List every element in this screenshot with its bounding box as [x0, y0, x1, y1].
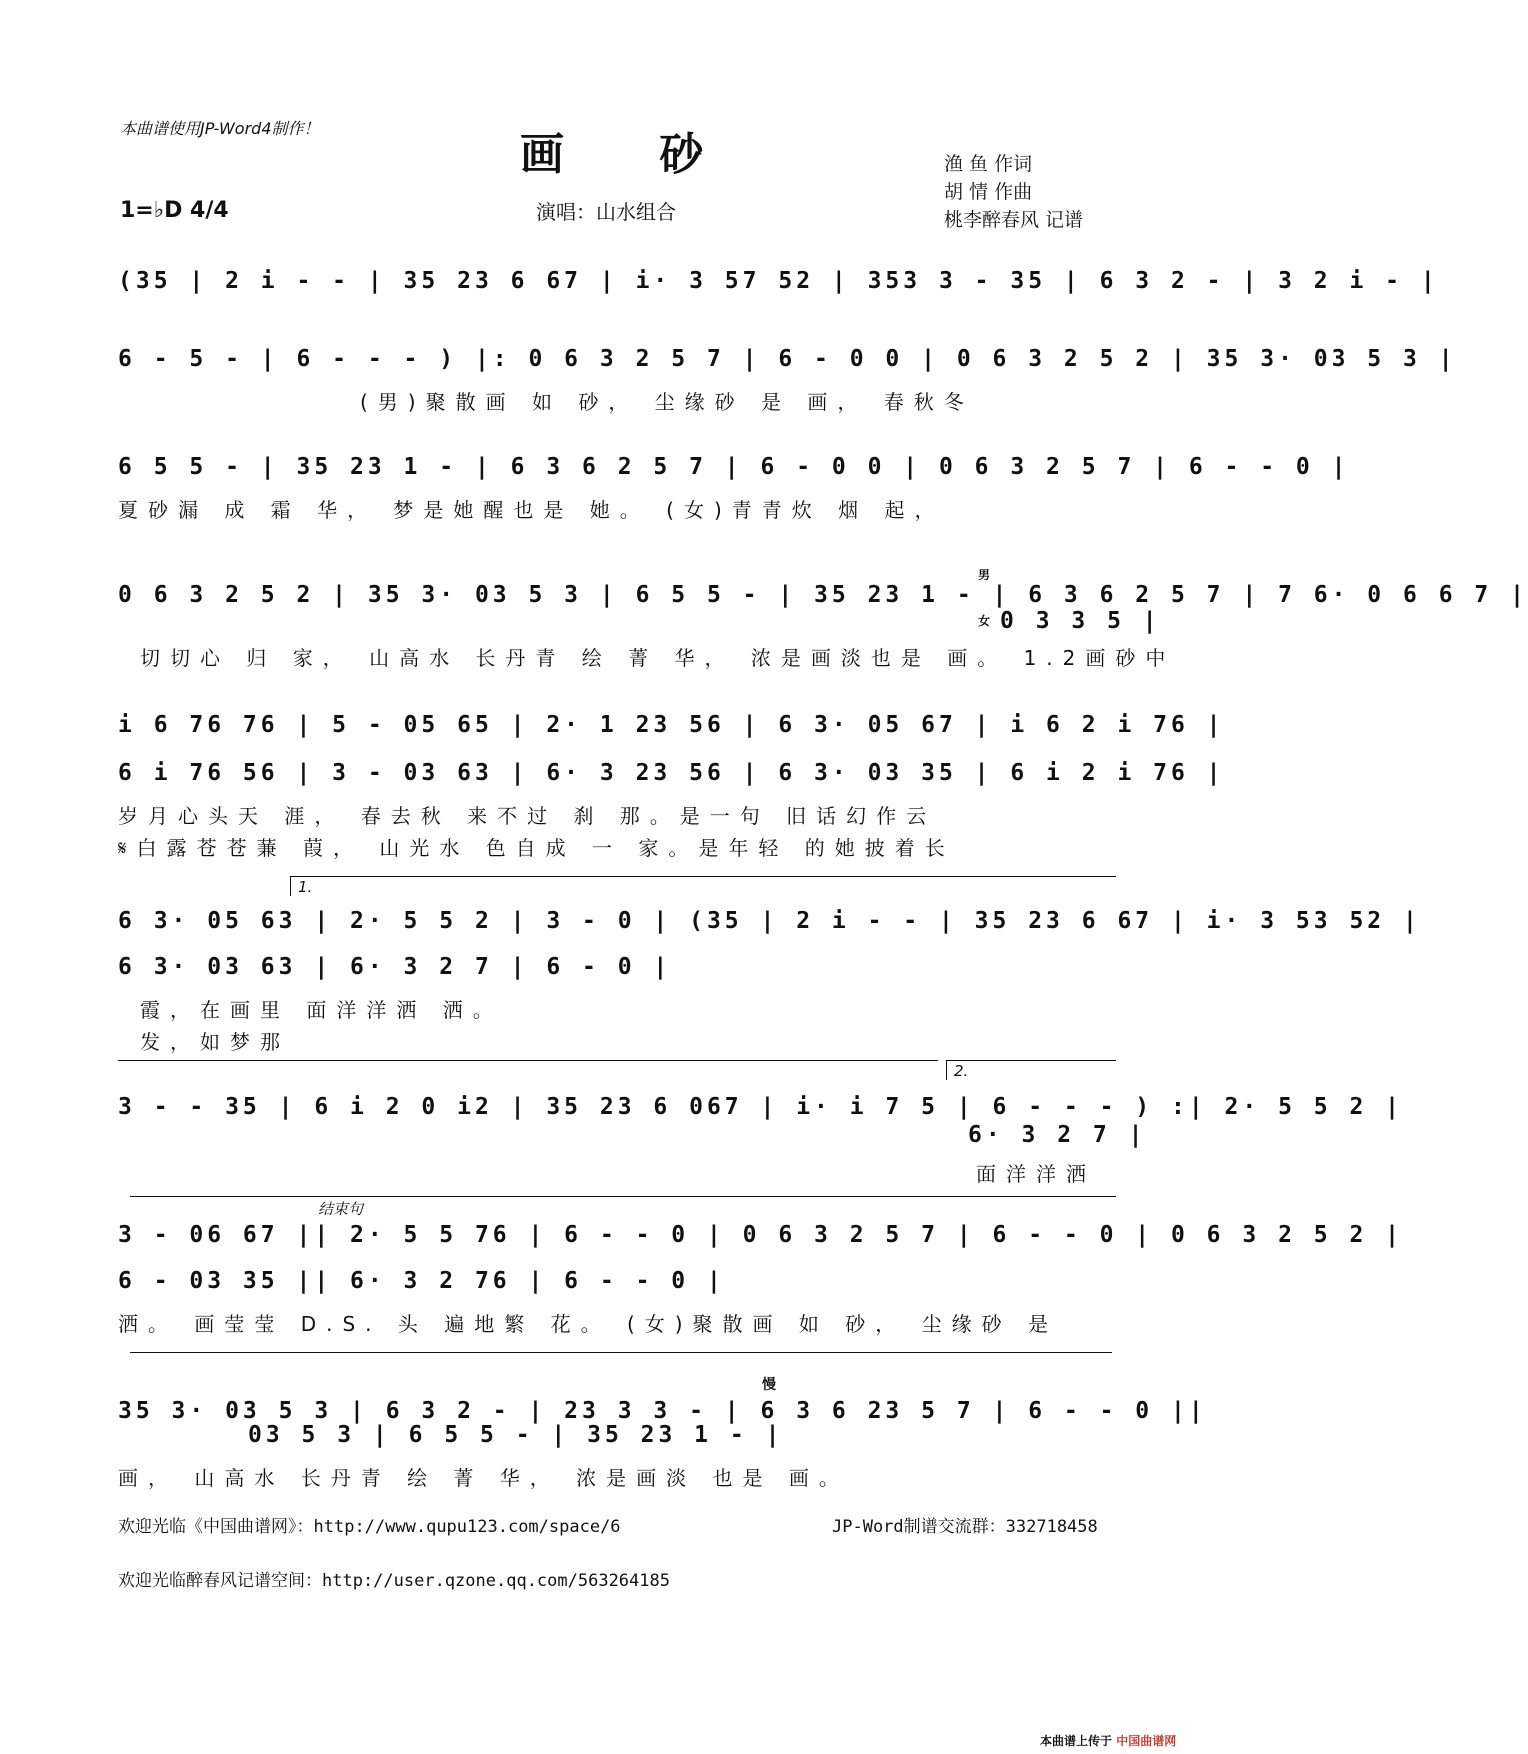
song-title: 画 砂 [520, 129, 744, 180]
score-line-4-female: 0 3 3 5 | [1000, 608, 1161, 634]
made-with-note: 本曲谱使用JP-Word4制作！ [120, 119, 320, 138]
upload-badge [1040, 1732, 1176, 1749]
score-line-4-male: 0 6 3 2 5 2 | 35 3· 03 5 3 | 6 5 5 - | 35 23 1 - | 6 3 6 2 5 7 | 7 6· 0 6 6 7 | [118, 582, 1528, 608]
key-signature: 1=♭D 4/4 [120, 198, 229, 223]
voice-label-male: 男 [978, 568, 991, 582]
score-line-9-lower: 03 5 3 | 6 5 5 - | 35 23 1 - | [248, 1422, 784, 1448]
score-line-6-upper: 6 3· 05 63 | 2· 5 5 2 | 3 - 0 | (35 | 2 i - - | 35 23 6 67 | i· 3 53 52 | [118, 908, 1421, 934]
credit-composer: 胡 情 作曲 [944, 181, 1033, 203]
score-line-1: (35 | 2 i - - | 35 23 6 67 | i· 3 57 52 | 353 3 - 35 | 6 3 2 - | 3 2 i - | [118, 268, 1439, 294]
voice-label-female: 女 [978, 614, 991, 628]
lyrics-line-5a: 岁月心头天 涯， 春去秋 来不过 刹 那。是一句 旧话幻作云 [118, 804, 937, 828]
volta-1: 1. [298, 878, 313, 896]
lyrics-line-3: 夏砂漏 成 霜 华， 梦是她醒也是 她。 (女)青青炊 烟 起， [118, 498, 945, 522]
score-line-5-lower: 6 i 76 56 | 3 - 03 63 | 6· 3 23 56 | 6 3· 03 35 | 6 i 2 i 76 | [118, 760, 1225, 786]
footer-group: JP-Word制谱交流群：332718458 [832, 1517, 1098, 1537]
lyrics-line-9: 画， 山高水 长丹青 绘 菁 华， 浓是画淡 也是 画。 [118, 1466, 849, 1490]
footer-space-link[interactable]: 欢迎光临醉春风记谱空间：http://user.qzone.qq.com/563264185 [118, 1571, 670, 1591]
lyrics-line-6b: 发，如梦那 [140, 1030, 290, 1054]
score-line-9-upper: 35 3· 03 5 3 | 6 3 2 - | 23 3 3 - | 6 3 6 23 5 7 | 6 - - 0 || [118, 1398, 1207, 1424]
lyrics-line-2: (男)聚散画 如 砂， 尘缘砂 是 画， 春秋冬 [360, 390, 974, 414]
credit-lyricist: 渔 鱼 作词 [944, 153, 1033, 175]
credits [944, 150, 1083, 234]
lyrics-line-5b: 𝄋白露苍苍蒹 葭， 山光水 色自成 一 家。是年轻 的她披着长 [118, 836, 955, 860]
lyrics-line-8: 洒。 画莹莹 D.S. 头 遍地繁 花。 (女)聚散画 如 砂， 尘缘砂 是 [118, 1312, 1058, 1336]
upload-badge-site: 中国曲谱网 [1116, 1734, 1177, 1748]
ending-label: 结束句 [318, 1200, 364, 1218]
score-line-8-upper: 3 - 06 67 || 2· 5 5 76 | 6 - - 0 | 0 6 3 2 5 7 | 6 - - 0 | 0 6 3 2 5 2 | [118, 1222, 1403, 1248]
score-line-6-lower: 6 3· 03 63 | 6· 3 2 7 | 6 - 0 | [118, 954, 672, 980]
lyrics-line-7: 面洋洋洒 [976, 1162, 1096, 1186]
tempo-slow: 慢 [762, 1377, 776, 1393]
lyrics-line-6a: 霞，在画里 面洋洋洒 洒。 [140, 998, 503, 1022]
score-line-3: 6 5 5 - | 35 23 1 - | 6 3 6 2 5 7 | 6 - 0 0 | 0 6 3 2 5 7 | 6 - - 0 | [118, 454, 1350, 480]
singer: 演唱：山水组合 [536, 200, 676, 224]
score-line-7-upper: 3 - - 35 | 6 i 2 0 i2 | 35 23 6 067 | i· i 7 5 | 6 - - - ) :| 2· 5 5 2 | [118, 1094, 1403, 1120]
score-line-5-upper: i 6 76 76 | 5 - 05 65 | 2· 1 23 56 | 6 3· 05 67 | i 6 2 i 76 | [118, 712, 1225, 738]
credit-transcriber: 桃李醉春风 记谱 [944, 209, 1084, 231]
score-line-2: 6 - 5 - | 6 - - - ) |: 0 6 3 2 5 7 | 6 - 0 0 | 0 6 3 2 5 2 | 35 3· 03 5 3 | [118, 346, 1457, 372]
score-line-8-lower: 6 - 03 35 || 6· 3 2 76 | 6 - - 0 | [118, 1268, 725, 1294]
lyrics-line-4: 切切心 归 家， 山高水 长丹青 绘 菁 华， 浓是画淡也是 画。 1.2画砂中 [140, 646, 1176, 670]
score-line-7-lower: 6· 3 2 7 | [968, 1122, 1147, 1148]
upload-badge-text: 本曲谱上传于 [1040, 1734, 1113, 1748]
volta-2: 2. [954, 1062, 969, 1080]
footer-site-link[interactable]: 欢迎光临《中国曲谱网》：http://www.qupu123.com/space/6 [118, 1517, 621, 1537]
